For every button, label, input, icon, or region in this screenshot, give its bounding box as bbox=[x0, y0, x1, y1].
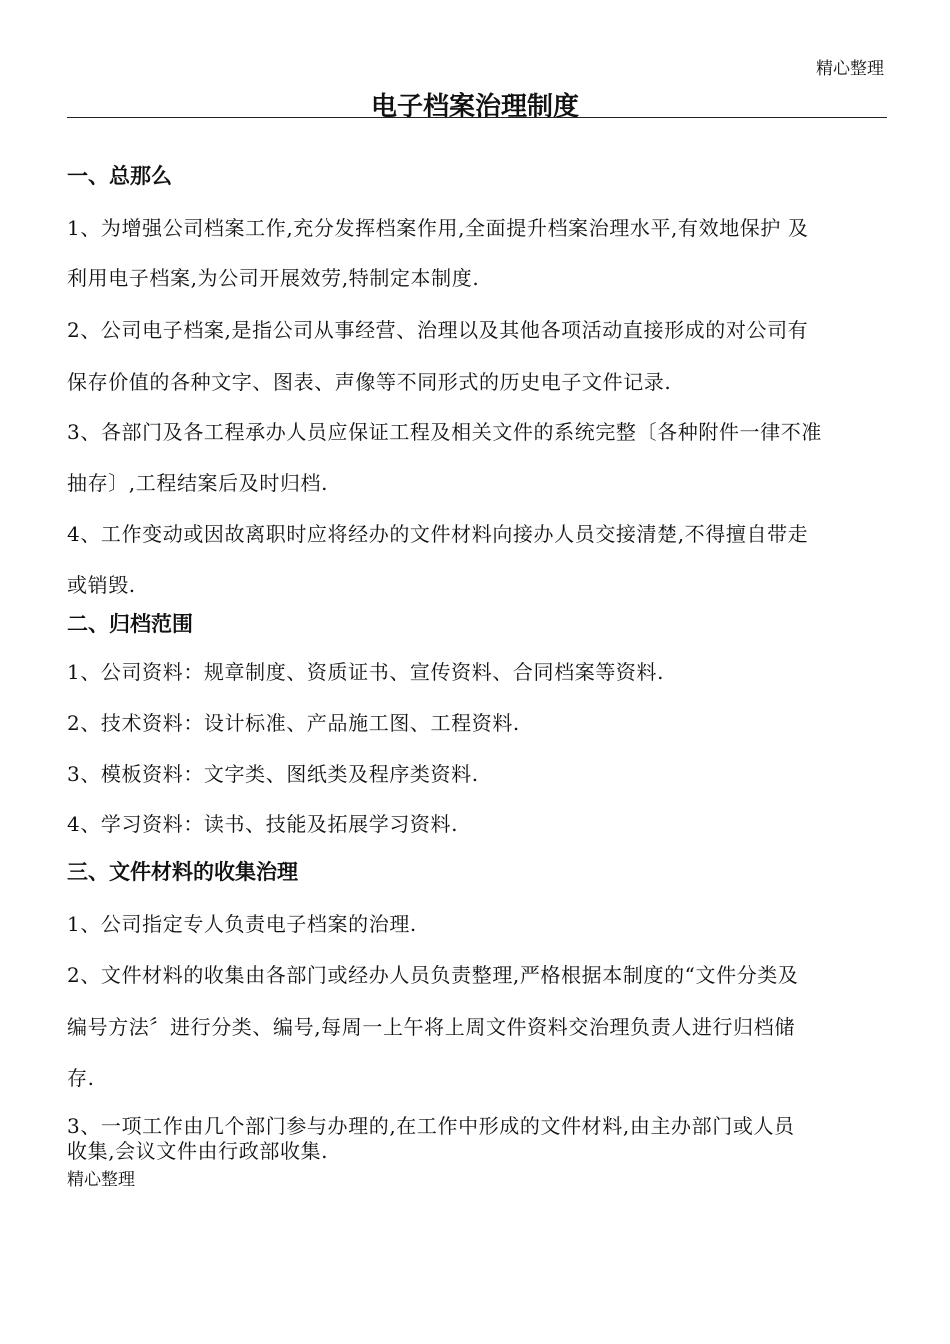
section-heading-archive-scope: 二、归档范围 bbox=[67, 612, 193, 636]
paragraph-line: 1、为增强公司档案工作,充分发挥档案作用,全面提升档案治理水平,有效地保护 及 bbox=[67, 216, 809, 240]
header-watermark-text: 精心整理 bbox=[816, 59, 884, 79]
paragraph-line: 利用电子档案,为公司开展效劳,特制定本制度. bbox=[67, 266, 480, 290]
footer-watermark-text: 精心整理 bbox=[67, 1170, 135, 1190]
paragraph-line: 1、公司资料：规章制度、资质证书、宣传资料、合同档案等资料. bbox=[67, 660, 665, 684]
section-heading-general: 一、总那么 bbox=[67, 164, 172, 188]
paragraph-line: 保存价值的各种文字、图表、声像等不同形式的历史电子文件记录. bbox=[67, 370, 672, 394]
document-title: 电子档案治理制度 bbox=[370, 92, 579, 122]
paragraph-line: 3、模板资料：文字类、图纸类及程序类资料. bbox=[67, 762, 479, 786]
paragraph-line: 2、公司电子档案,是指公司从事经营、治理以及其他各项活动直接形成的对公司有 bbox=[67, 318, 809, 342]
paragraph-line: 2、技术资料：设计标准、产品施工图、工程资料. bbox=[67, 711, 520, 735]
paragraph-line: 收集,会议文件由行政部收集. bbox=[67, 1139, 329, 1163]
paragraph-line: 编号方法〞进行分类、编号,每周一上午将上周文件资料交治理负责人进行归档储 bbox=[67, 1015, 795, 1039]
paragraph-line: 或销毁. bbox=[67, 573, 136, 597]
paragraph-line: 4、学习资料：读书、技能及拓展学习资料. bbox=[67, 812, 459, 836]
paragraph-line: 2、文件材料的收集由各部门或经办人员负责整理,严格根据本制度的“文件分类及 bbox=[67, 963, 799, 987]
paragraph-line: 存. bbox=[67, 1066, 95, 1090]
title-underline-divider bbox=[67, 117, 887, 118]
paragraph-line: 4、工作变动或因故离职时应将经办的文件材料向接办人员交接清楚,不得擅自带走 bbox=[67, 522, 809, 546]
paragraph-line: 1、公司指定专人负责电子档案的治理. bbox=[67, 912, 417, 936]
paragraph-line: 抽存〕,工程结案后及时归档. bbox=[67, 471, 329, 495]
paragraph-line: 3、各部门及各工程承办人员应保证工程及相关文件的系统完整〔各种附件一律不准 bbox=[67, 420, 822, 444]
paragraph-line: 3、一项工作由几个部门参与办理的,在工作中形成的文件材料,由主办部门或人员 bbox=[67, 1114, 795, 1138]
section-heading-collection-management: 三、文件材料的收集治理 bbox=[67, 860, 298, 884]
